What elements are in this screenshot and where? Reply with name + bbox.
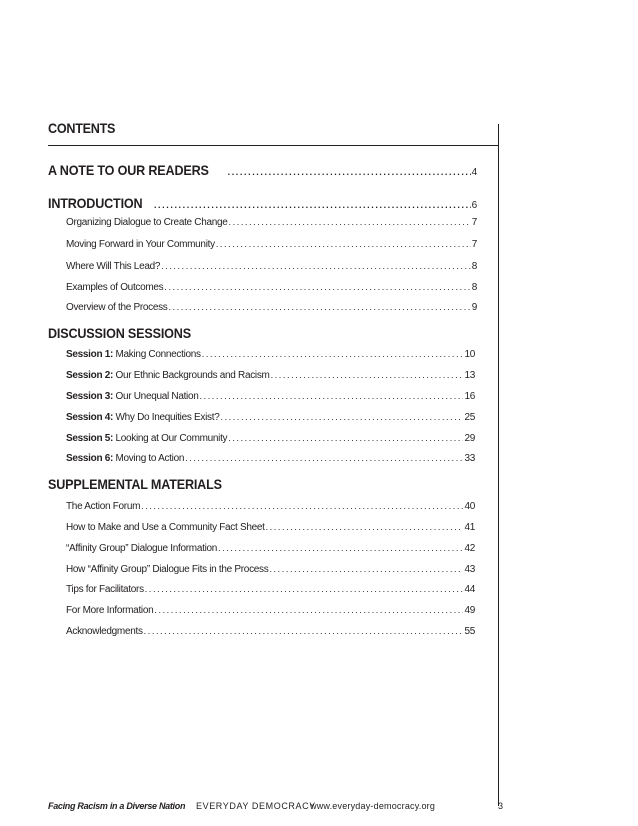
dot-leader [202,349,464,359]
toc-page-number: 55 [464,626,475,637]
toc-entry-label: The Action Forum [66,501,141,512]
dot-leader [185,453,463,463]
toc-entry-label: For More Information [66,605,154,616]
toc-entry-label: Acknowledgments [66,626,143,637]
toc-page-number: 41 [464,522,475,533]
session-number: Session 1: [66,349,114,360]
footer-page-number: 3 [498,801,504,811]
dot-leader [269,564,463,574]
session-number: Session 4: [66,412,114,423]
toc-subentry[interactable] [66,282,477,293]
toc-subentry-session[interactable] [66,433,475,444]
dot-leader [216,239,471,249]
toc-subentry[interactable] [66,584,475,595]
dot-leader [154,605,463,615]
dot-leader [228,167,471,177]
toc-entry-label: Our Ethnic Backgrounds and Racism [115,370,270,381]
toc-entry-label: Making Connections [115,349,201,360]
toc-subentry[interactable] [66,239,477,250]
dot-leader [168,302,470,312]
session-number: Session 2: [66,370,114,381]
dot-leader [229,217,471,227]
toc-subentry[interactable] [66,543,475,554]
header-rule [48,145,499,146]
dot-leader [266,522,464,532]
session-number: Session 6: [66,453,114,464]
contents-heading: CONTENTS [48,120,116,136]
toc-entry-label: Moving to Action [115,453,185,464]
toc-page-number: 6 [471,200,477,211]
toc-subentry[interactable] [66,501,475,512]
toc-page-number: 13 [464,370,475,381]
toc-subentry[interactable] [66,302,477,313]
toc-entry-label: Why Do Inequities Exist? [115,412,220,423]
toc-subentry[interactable] [66,626,475,637]
toc-entry-label: Overview of the Process [66,302,168,313]
toc-entry-label: INTRODUCTION [48,195,143,211]
toc-page-number: 40 [464,501,475,512]
toc-subentry[interactable] [66,605,475,616]
footer-publication-title: Facing Racism in a Diverse Nation [48,801,186,811]
toc-entry-label: Where Will This Lead? [66,261,161,272]
toc-entry-introduction[interactable] [48,195,477,211]
toc-entry-label: Looking at Our Community [115,433,228,444]
toc-page-number: 8 [471,261,477,272]
footer-website-link[interactable]: www.everyday-democracy.org [310,801,436,811]
dot-leader [154,200,471,210]
toc-page-number: 9 [471,302,477,313]
dot-leader [145,584,464,594]
toc-page-number: 44 [464,584,475,595]
toc-entry-label: “Affinity Group” Dialogue Information [66,543,218,554]
toc-page-number: 42 [464,543,475,554]
dot-leader [220,412,463,422]
toc-subentry-session[interactable] [66,370,475,381]
toc-entry-label: How to Make and Use a Community Fact Sheet [66,522,265,533]
toc-page-number: 4 [471,167,477,178]
toc-entry-label: Tips for Facilitators [66,584,144,595]
section-heading-discussion: DISCUSSION SESSIONS [48,325,191,341]
toc-subentry[interactable] [66,217,477,228]
session-number: Session 5: [66,433,114,444]
dot-leader [228,433,463,443]
footer-organization: EVERYDAY DEMOCRACY [196,801,316,811]
toc-page-number: 7 [471,239,477,250]
toc-page-number: 7 [471,217,477,228]
toc-page-number: 16 [464,391,475,402]
toc-subentry-session[interactable] [66,412,475,423]
toc-subentry-session[interactable] [66,349,475,360]
toc-subentry[interactable] [66,261,477,272]
dot-leader [141,501,463,511]
toc-subentry[interactable] [66,522,475,533]
toc-entry-label: Our Unequal Nation [115,391,199,402]
dot-leader [200,391,464,401]
toc-entry-note[interactable] [48,162,477,178]
session-number: Session 3: [66,391,114,402]
toc-page-number: 8 [471,282,477,293]
toc-page-number: 49 [464,605,475,616]
toc-entry-label: Examples of Outcomes [66,282,164,293]
dot-leader [164,282,470,292]
toc-subentry-session[interactable] [66,453,475,464]
toc-entry-label: Moving Forward in Your Community [66,239,215,250]
toc-entry-label: How “Affinity Group” Dialogue Fits in the Process [66,564,269,575]
toc-page-number: 29 [464,433,475,444]
toc-subentry-session[interactable] [66,391,475,402]
dot-leader [271,370,464,380]
dot-leader [161,261,471,271]
toc-entry-label: Organizing Dialogue to Create Change [66,217,228,228]
vertical-rule [498,124,499,806]
dot-leader [218,543,463,553]
toc-page-number: 25 [464,412,475,423]
dot-leader [144,626,464,636]
section-heading-supplemental: SUPPLEMENTAL MATERIALS [48,476,222,492]
toc-page-number: 43 [464,564,475,575]
toc-page-number: 33 [464,453,475,464]
toc-page-number: 10 [464,349,475,360]
toc-subentry[interactable] [66,564,475,575]
toc-entry-label: A NOTE TO OUR READERS [48,162,209,178]
